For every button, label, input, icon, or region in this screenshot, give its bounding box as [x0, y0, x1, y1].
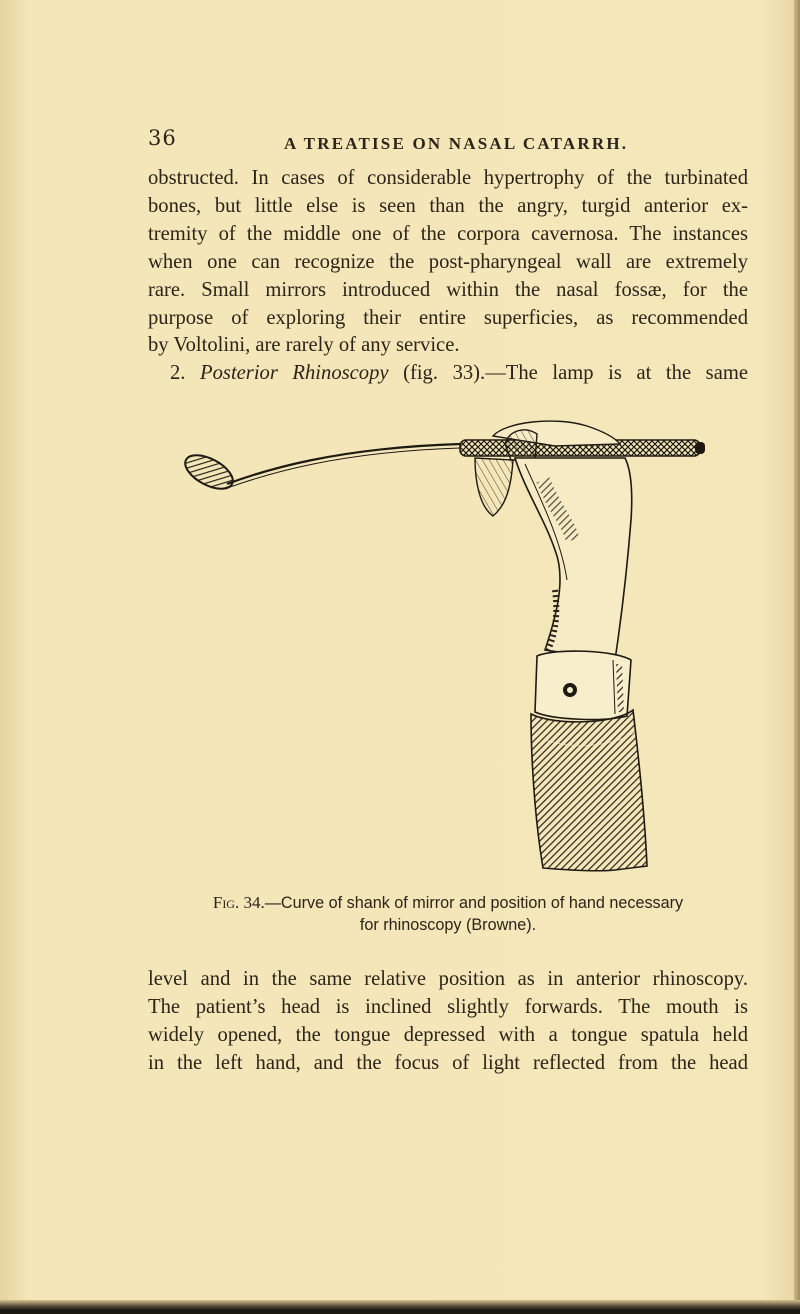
text-line: in the left hand, and the focus of light reflected from the head	[148, 1051, 748, 1074]
figure-caption	[148, 892, 748, 936]
caption-text-2: for rhinoscopy (Browne).	[359, 916, 537, 934]
section-heading: Posterior Rhinoscopy	[200, 362, 389, 385]
section-heading-line	[148, 360, 748, 388]
text-line: when one can recognize the post-pharyngeal wall are extremely	[148, 250, 748, 273]
page-bottom-edge	[0, 1300, 800, 1314]
text-line: level and in the same relative position as in anterior rhinoscopy.	[148, 968, 748, 990]
caption-label: Fig. 34.	[212, 893, 265, 912]
text-line: widely opened, the tongue depressed with a tongue spatula held	[148, 1023, 748, 1046]
running-head	[148, 126, 770, 164]
text-line: bones, but little else is seen than the angry, turgid anterior ex-	[148, 194, 748, 217]
page-number: 36	[148, 126, 177, 150]
top-paragraph	[148, 165, 748, 388]
section-heading-rest: (fig. 33).—The lamp is at the same	[388, 362, 748, 385]
text-line: purpose of exploring their entire superficies, as recommended	[148, 306, 748, 329]
caption-line-1	[148, 892, 748, 914]
text-line: obstructed. In cases of considerable hypertrophy of the turbinated	[148, 167, 748, 189]
text-line: rare. Small mirrors introduced within the nasal fossæ, for the	[148, 278, 748, 301]
figure-illustration	[175, 420, 715, 880]
bottom-paragraph	[148, 966, 748, 1078]
page-edge	[794, 0, 800, 1314]
text-line: tremity of the middle one of the corpora cavernosa. The instances	[148, 222, 748, 245]
text-line: The patient’s head is inclined slightly forwards. The mouth is	[148, 995, 748, 1018]
text-line: by Voltolini, are rarely of any service.	[148, 334, 460, 357]
running-title: A TREATISE ON NASAL CATARRH.	[284, 134, 629, 153]
section-number: 2.	[170, 362, 186, 385]
hand-holding-mirror-illustration	[175, 420, 715, 880]
caption-text-1: —Curve of shank of mirror and position of hand necessary	[264, 894, 684, 912]
